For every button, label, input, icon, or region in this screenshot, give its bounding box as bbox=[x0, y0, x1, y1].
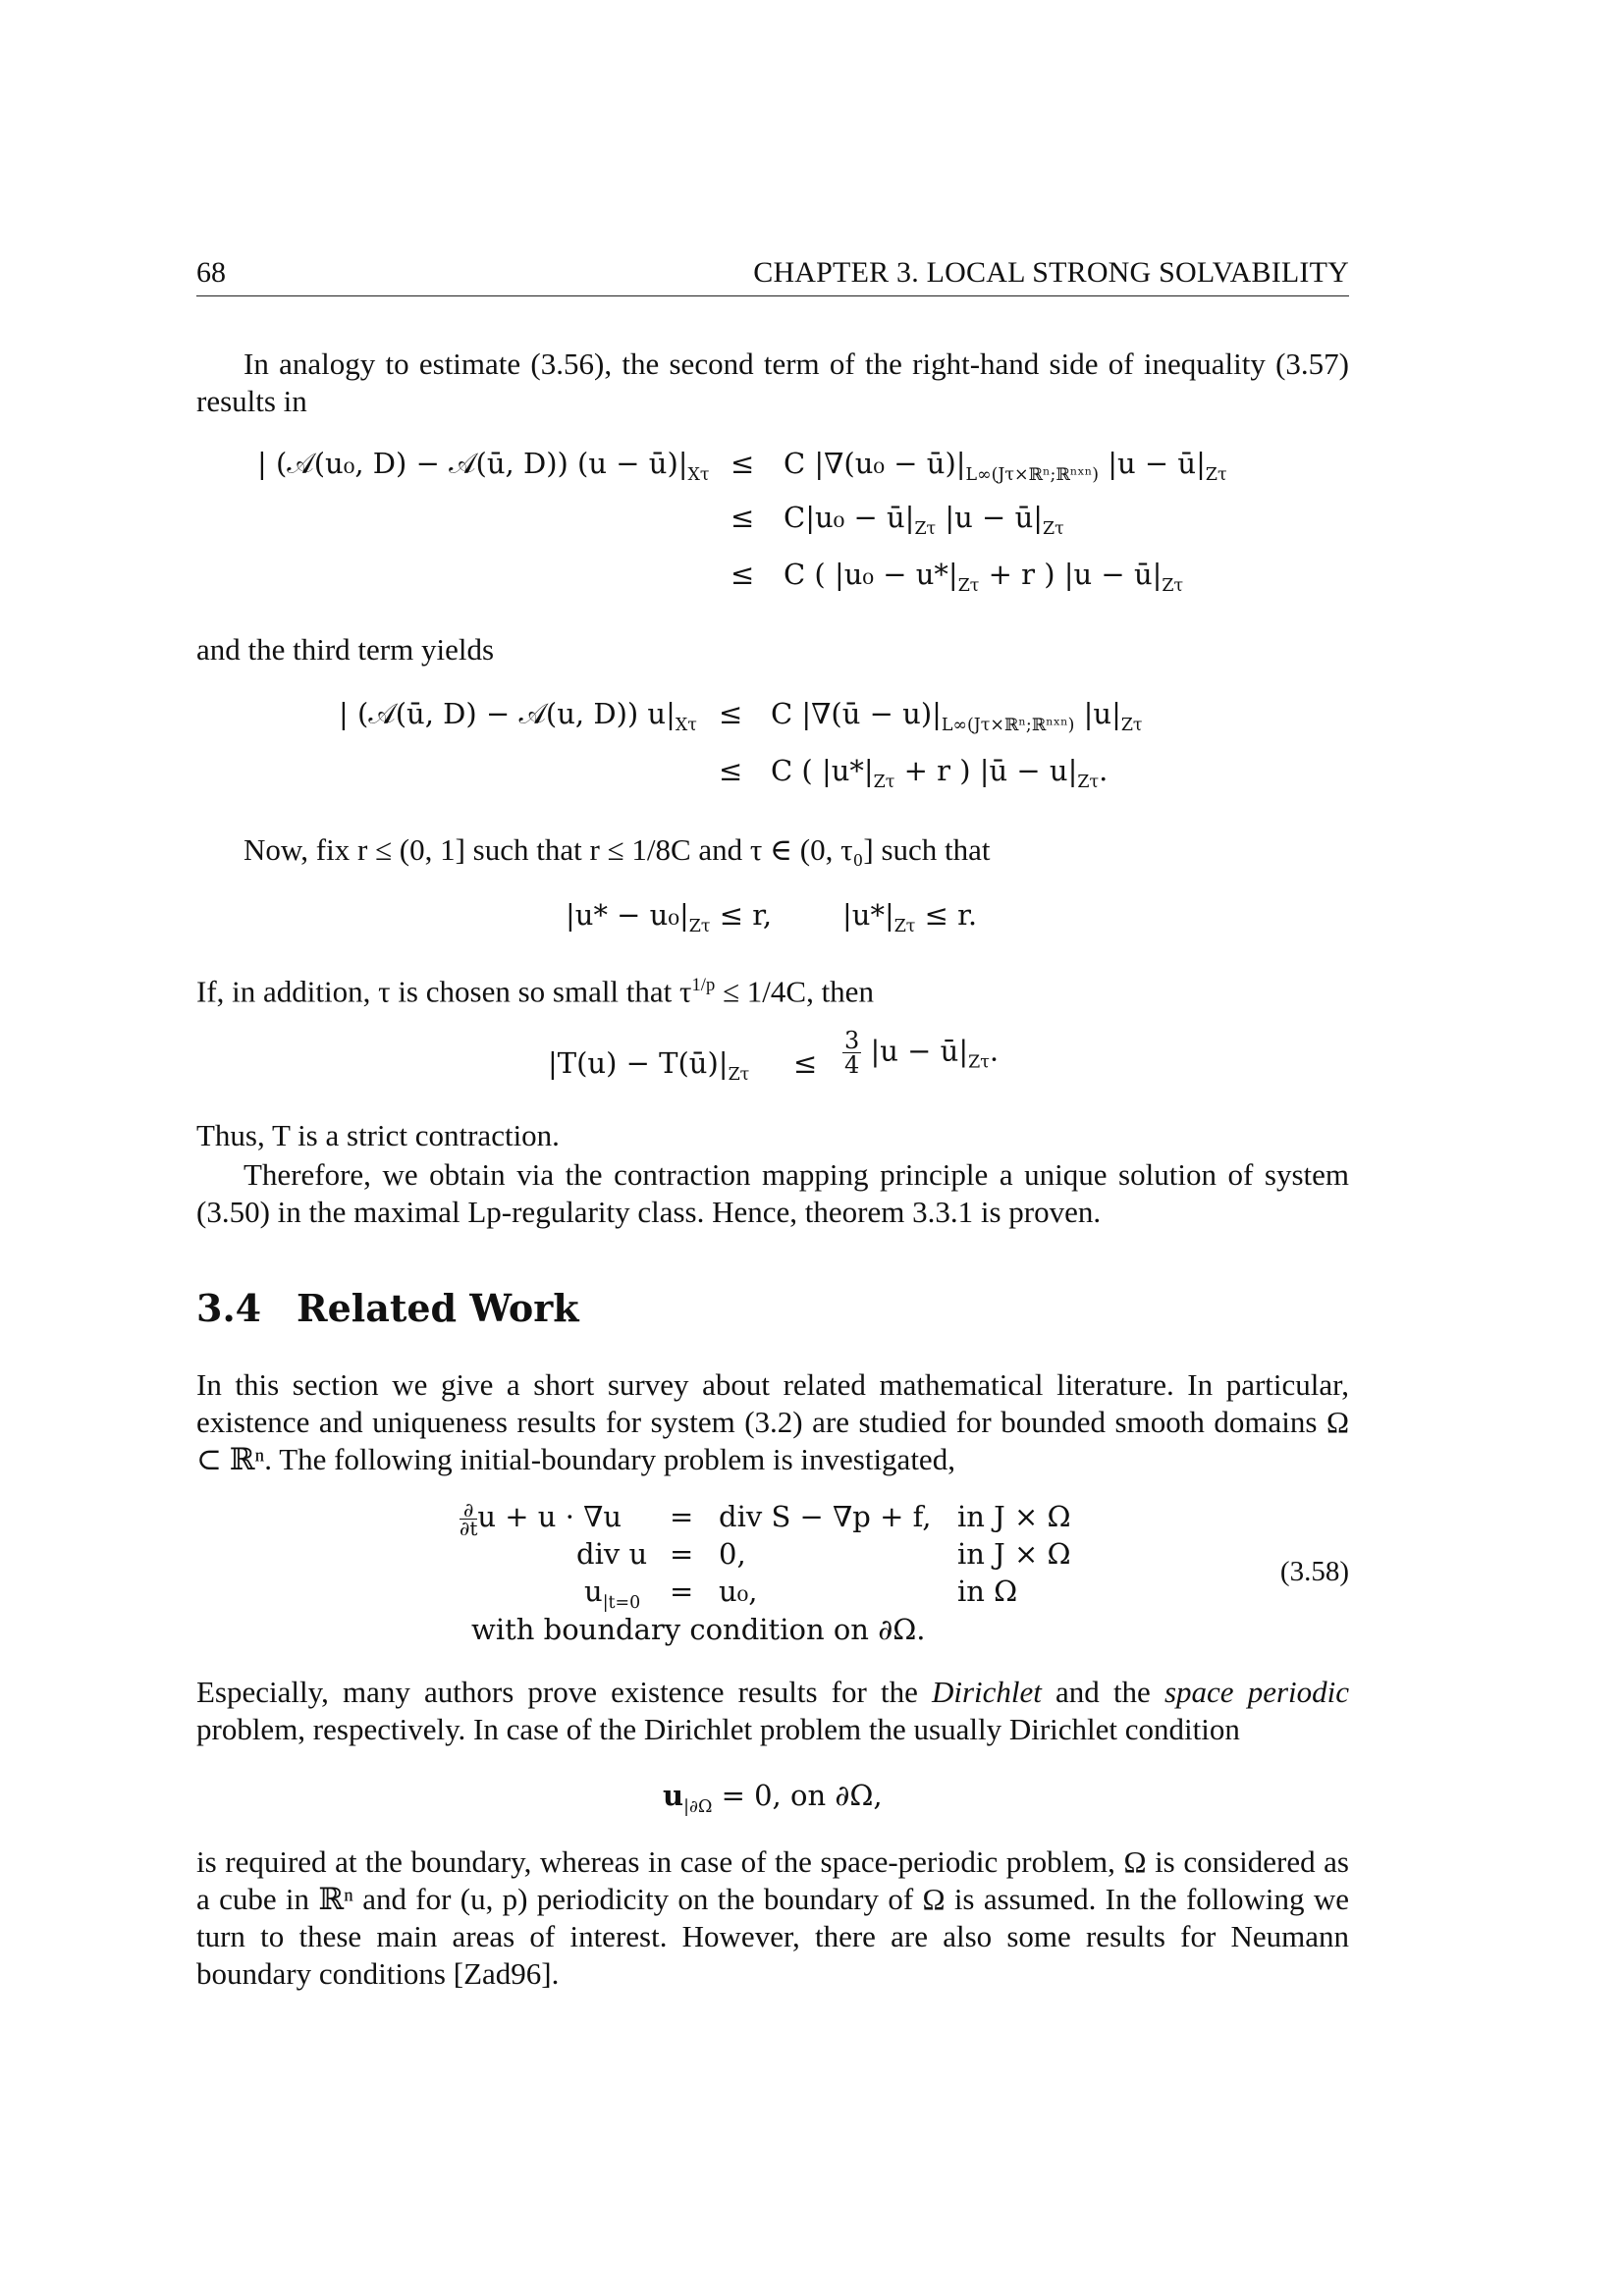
system-row-4: with boundary condition on ∂Ω. bbox=[471, 1613, 926, 1646]
eq-b-row-1: C |∇(ū − $u)|_{L\infty(J\tau\times ℝ^n;ℝ^nˣ^n)}$ $|u|_{Z\tau}$ bbox=[771, 697, 1143, 735]
eq-c-right: $|u*|_{Z\tau} \le r$. bbox=[842, 898, 978, 936]
eq-b-rel-1: ≤ bbox=[719, 697, 743, 730]
eq-b-lhs: | (𝒜(ū, D) − 𝒜(u, D)) $u|_{X\tau}$ bbox=[339, 697, 697, 735]
system-row-3-eq: = bbox=[670, 1575, 694, 1608]
eq-d-rhs: $\frac{3}{4}$ $|u - ū|_{Z\tau}$. bbox=[844, 1027, 1000, 1079]
system-row-2-domain: in J × Ω bbox=[957, 1537, 1071, 1571]
page-header bbox=[196, 250, 1349, 296]
eq-d-lhs: $|T(u) - T(ū)|_{Z\tau}$ bbox=[548, 1046, 750, 1085]
paragraph-4: If, in addition, τ is chosen so small that $\tau^{1/p} \le 1/4C$, then bbox=[196, 974, 874, 1009]
paragraph-1: In analogy to estimate (3.56), the second term of the right-hand side of inequality (3.57) results in bbox=[196, 347, 1349, 418]
eq-a-rel-1: ≤ bbox=[730, 447, 755, 480]
system-row-2-rhs: 0, bbox=[719, 1537, 746, 1571]
paragraph-8: Especially, many authors prove existence results for the Dirichlet and the space periodic problem, respectively. In case of the Dirichlet problem the usually Dirichlet condition bbox=[196, 1675, 1349, 1746]
system-row-1-lhs: $\frac{\partial}{\partial t}$ u + u · ∇u bbox=[460, 1497, 622, 1540]
paragraph-7: In this section we give a short survey about related mathematical literature. In particular, existence and uniqueness results for system (3.2) are studied for bounded smooth domains Ω ⊂ ℝⁿ. The following initial-boundary problem is investigated, bbox=[196, 1367, 1349, 1476]
chapter-title: CHAPTER 3. LOCAL STRONG SOLVABILITY bbox=[753, 256, 1349, 289]
equation-e: $u_{|\partial\Omega} = 0$, on ∂Ω, bbox=[663, 1779, 883, 1817]
eq-a-row-1: C $|\nabla(u_0 - ū)|_{L\infty(J\tau\times ℝ^n;ℝ^nˣ^n)}$ $|u - ū|_{Z\tau}$ bbox=[784, 447, 1227, 485]
system-row-1-rhs: div S − ∇p + f, bbox=[719, 1500, 932, 1533]
eq-a-rel-2: ≤ bbox=[730, 501, 755, 534]
eq-b-row-2: C ( $|u*|_{Z\tau} + r$ ) |ū − $u|_{Z\tau}$. bbox=[771, 754, 1109, 792]
equation-number: (3.58) bbox=[1279, 1556, 1349, 1587]
section-number: 3.4 bbox=[196, 1286, 262, 1330]
paragraph-2: and the third term yields bbox=[196, 632, 495, 667]
eq-a-row-2: $C|u_0 - ū|_{Z\tau}$ $|u - ū|_{Z\tau}$ bbox=[784, 501, 1064, 539]
eq-b-rel-2: ≤ bbox=[719, 754, 743, 787]
section-heading bbox=[196, 1286, 579, 1330]
system-row-2-lhs: div u bbox=[576, 1537, 648, 1571]
system-row-3-domain: in Ω bbox=[957, 1575, 1018, 1608]
system-row-3-lhs: $u_{|t=0}$ bbox=[584, 1575, 641, 1613]
eq-a-lhs: | (𝒜(u₀, D) − 𝒜(ū, D)) $(u - ū)|_{X\tau}$ bbox=[257, 447, 710, 485]
fraction-three-quarters: $\frac{3}{4}$ bbox=[844, 1027, 860, 1079]
eq-d-rel: ≤ bbox=[793, 1046, 818, 1080]
paragraph-5: Thus, T is a strict contraction. bbox=[196, 1118, 560, 1152]
section-title: Related Work bbox=[297, 1286, 579, 1330]
paragraph-3: Now, fix r ≤ (0, 1] such that r ≤ 1/8C and τ ∈ (0, τ₀] such that bbox=[243, 832, 991, 867]
system-row-3-rhs: u₀, bbox=[719, 1575, 758, 1608]
system-row-2-eq: = bbox=[670, 1537, 694, 1571]
page-number: 68 bbox=[196, 256, 226, 289]
system-row-1-domain: in J × Ω bbox=[957, 1500, 1071, 1533]
eq-a-rel-3: ≤ bbox=[730, 558, 755, 591]
paragraph-6: Therefore, we obtain via the contraction mapping principle a unique solution of system (3.50) in the maximal Lp-regularity class. Hence, theorem 3.3.1 is proven. bbox=[196, 1157, 1349, 1229]
paragraph-9: is required at the boundary, whereas in case of the space-periodic problem, Ω is considered as a cube in ℝⁿ and for (u, p) periodicity on the boundary of Ω is assumed. In the following we turn to these main areas of interest. However, there are also some results for Neumann boundary conditions [Zad96]. bbox=[196, 1844, 1349, 1991]
eq-a-row-3: C ( $|u_0 - u*|_{Z\tau} + r$ ) $|u - ū|_{Z\tau}$ bbox=[784, 558, 1184, 596]
system-row-1-eq: = bbox=[670, 1500, 694, 1533]
eq-c-left: $|u* - u_0|_{Z\tau} \le r$, bbox=[566, 898, 773, 936]
